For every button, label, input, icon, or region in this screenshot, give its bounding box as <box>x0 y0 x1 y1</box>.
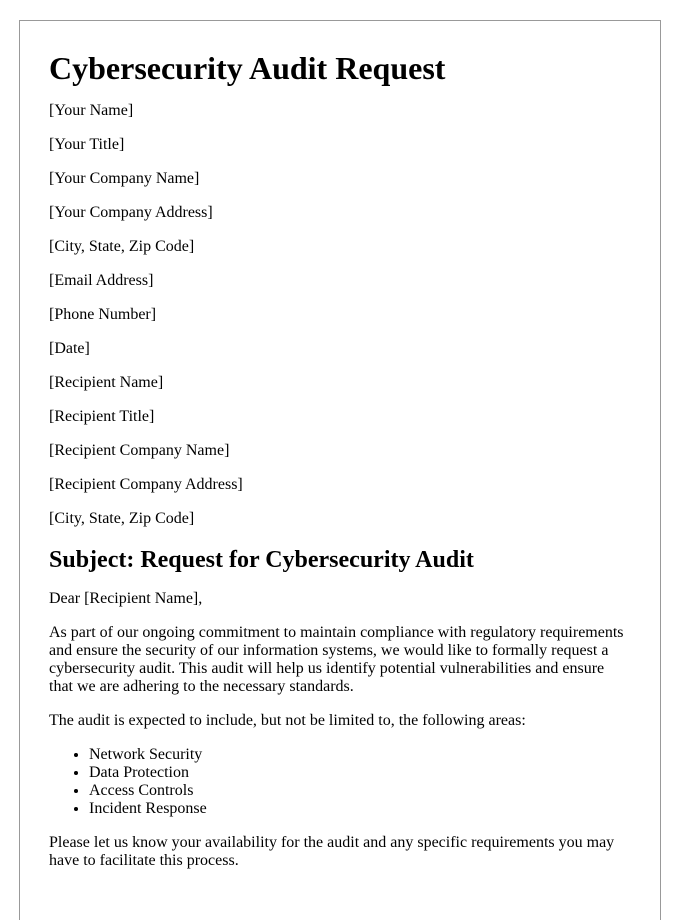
list-item: • Network Security <box>89 746 631 764</box>
letter-title: Cybersecurity Audit Request <box>49 50 446 86</box>
salutation: Dear [Recipient Name], <box>49 590 203 607</box>
body-paragraph-3: Please let us know your availability for the audit and any specific requirements you may have to facilitate this process. <box>49 834 615 869</box>
sender-name: [Your Name] <box>49 102 134 119</box>
body-paragraph-1: As part of our ongoing commitment to maintain compliance with regulatory requirements and ensure the security of our information systems, we would like to formally request a cybersecurity audit. This audit will help us identify potential vulnerabilities and ensure that we are adhering to the necessary standards. <box>49 624 624 695</box>
subject-heading: Subject: Request for Cybersecurity Audit <box>49 547 474 573</box>
body-paragraph-2: The audit is expected to include, but not be limited to, the following areas: <box>49 712 526 729</box>
recipient-title: [Recipient Title] <box>49 408 155 425</box>
letter-date: [Date] <box>49 340 90 357</box>
recipient-company: [Recipient Company Name] <box>49 442 230 459</box>
sender-city-state-zip: [City, State, Zip Code] <box>49 238 195 255</box>
sender-phone: [Phone Number] <box>49 306 157 323</box>
recipient-city-state-zip: [City, State, Zip Code] <box>49 510 195 527</box>
list-item: • Access Controls <box>89 782 631 800</box>
list-item: • Incident Response <box>89 800 631 818</box>
recipient-name: [Recipient Name] <box>49 374 164 391</box>
audit-areas-list <box>49 746 631 818</box>
sender-title: [Your Title] <box>49 136 125 153</box>
sender-address: [Your Company Address] <box>49 204 213 221</box>
recipient-address: [Recipient Company Address] <box>49 476 243 493</box>
list-item: • Data Protection <box>89 764 631 782</box>
sender-company: [Your Company Name] <box>49 170 200 187</box>
letter <box>19 20 661 920</box>
sender-email: [Email Address] <box>49 272 154 289</box>
